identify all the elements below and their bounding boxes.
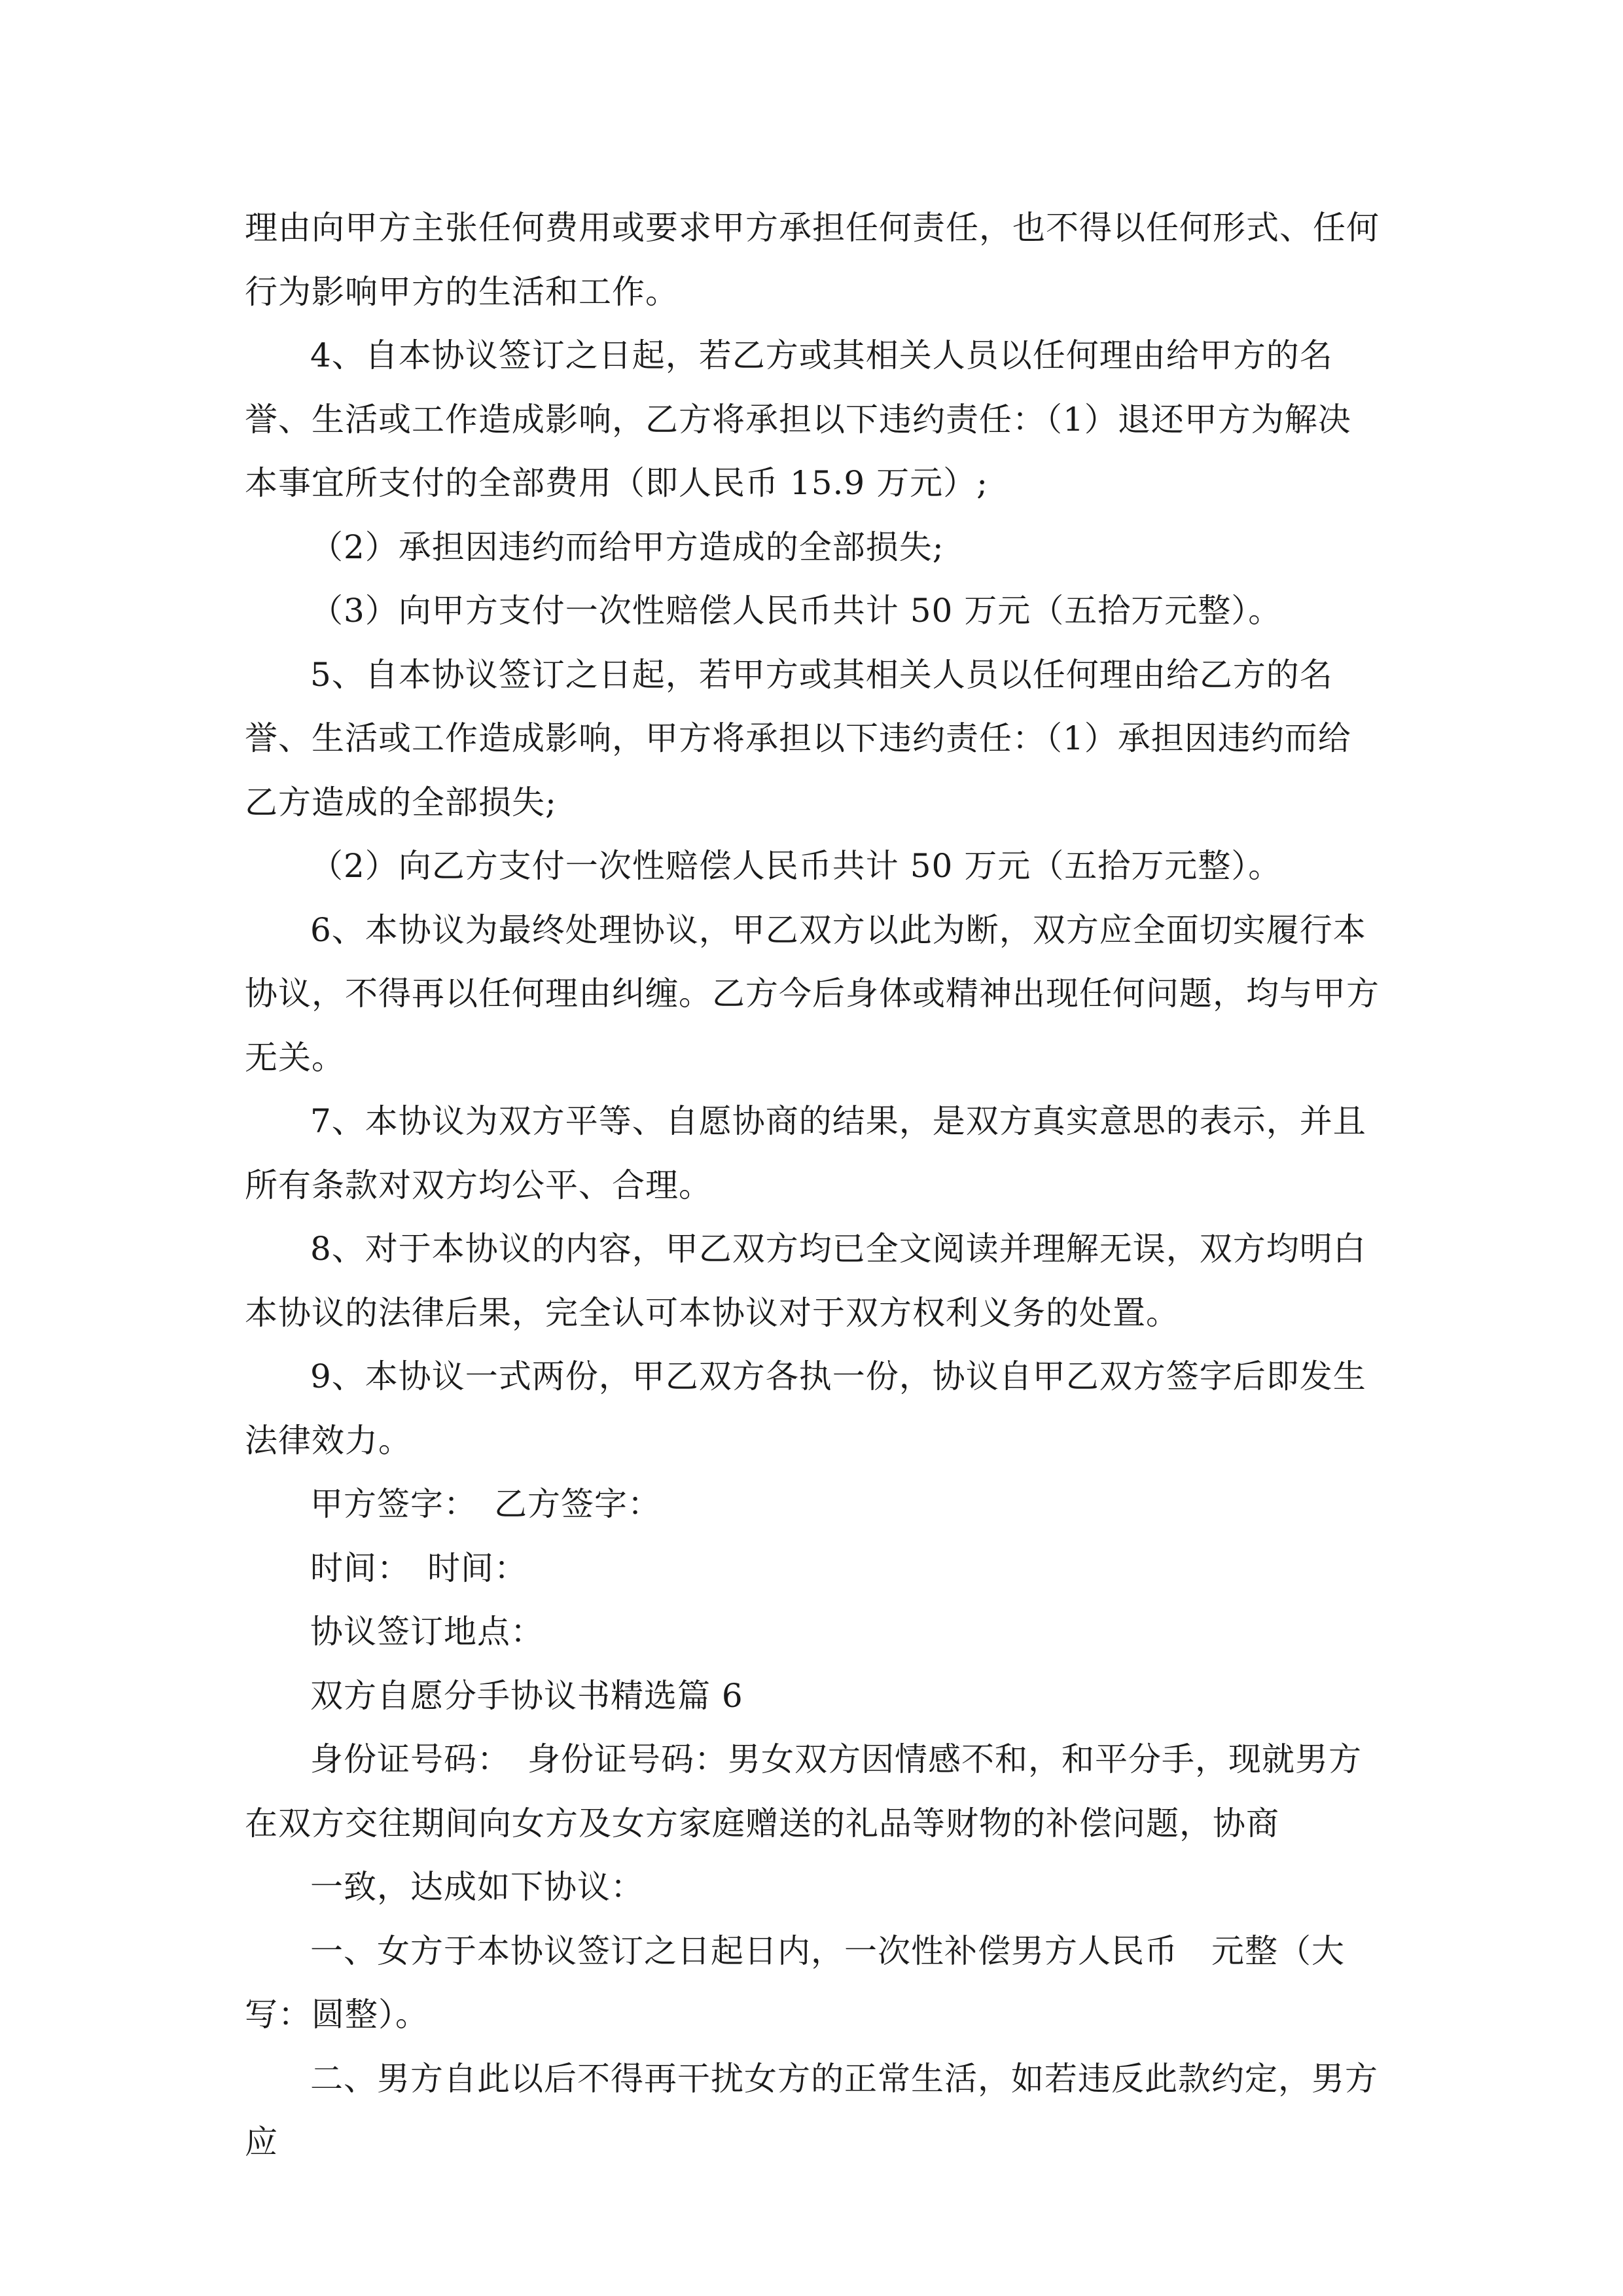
clause-4-item-3: （3）向甲方支付一次性赔偿人民币共计 50 万元（五拾万元整）。: [310, 592, 1282, 630]
clause-9: 9、本协议一式两份，甲乙双方各执一份，协议自甲乙双方签字后即发生法律效力。: [245, 1357, 1366, 1460]
id-number-line: 身份证号码： 身份证号码：男女双方因情感不和，和平分手，现就男方在双方交往期间向女方及女方家庭赠送的礼品等财物的补偿问题，协商: [245, 1740, 1362, 1842]
document-body: [245, 196, 1381, 2175]
paragraph-continuation: 理由向甲方主张任何费用或要求甲方承担任何责任，也不得以任何形式、任何行为影响甲方的生活和工作。: [245, 209, 1380, 311]
clause-7: 7、本协议为双方平等、自愿协商的结果，是双方真实意思的表示，并且所有条款对双方均公平、合理。: [245, 1102, 1366, 1204]
clause-5-item-2: （2）向乙方支付一次性赔偿人民币共计 50 万元（五拾万元整）。: [310, 847, 1282, 885]
clause-4: 4、自本协议签订之日起，若乙方或其相关人员以任何理由给甲方的名誉、生活或工作造成影响，乙方将承担以下违约责任：（1）退还甲方为解决本事宜所支付的全部费用（即人民币 15.9 万元）;: [245, 336, 1351, 502]
article-1: 一、女方于本协议签订之日起日内，一次性补偿男方人民币 元整（大写：圆整）。: [245, 1931, 1345, 2034]
clause-4-item-2: （2）承担因违约而给甲方造成的全部损失;: [310, 528, 944, 566]
section-heading: 双方自愿分手协议书精选篇 6: [310, 1676, 743, 1715]
article-2: 二、男方自此以后不得再干扰女方的正常生活，如若违反此款约定，男方应: [245, 2059, 1378, 2161]
agreement-intro: 一致，达成如下协议：: [310, 1868, 644, 1906]
clause-8: 8、对于本协议的内容，甲乙双方均已全文阅读并理解无误，双方均明白本协议的法律后果，完全认可本协议对于双方权利义务的处置。: [245, 1230, 1366, 1332]
date-line: 时间： 时间：: [310, 1549, 527, 1587]
signature-line: 甲方签字： 乙方签字：: [310, 1485, 661, 1523]
clause-6: 6、本协议为最终处理协议，甲乙双方以此为断，双方应全面切实履行本协议，不得再以任何理由纠缠。乙方今后身体或精神出现任何问题，均与甲方无关。: [245, 910, 1380, 1077]
location-line: 协议签订地点：: [310, 1613, 544, 1651]
clause-5: 5、自本协议签订之日起，若甲方或其相关人员以任何理由给乙方的名誉、生活或工作造成影响，甲方将承担以下违约责任：（1）承担因违约而给乙方造成的全部损失;: [245, 655, 1351, 821]
